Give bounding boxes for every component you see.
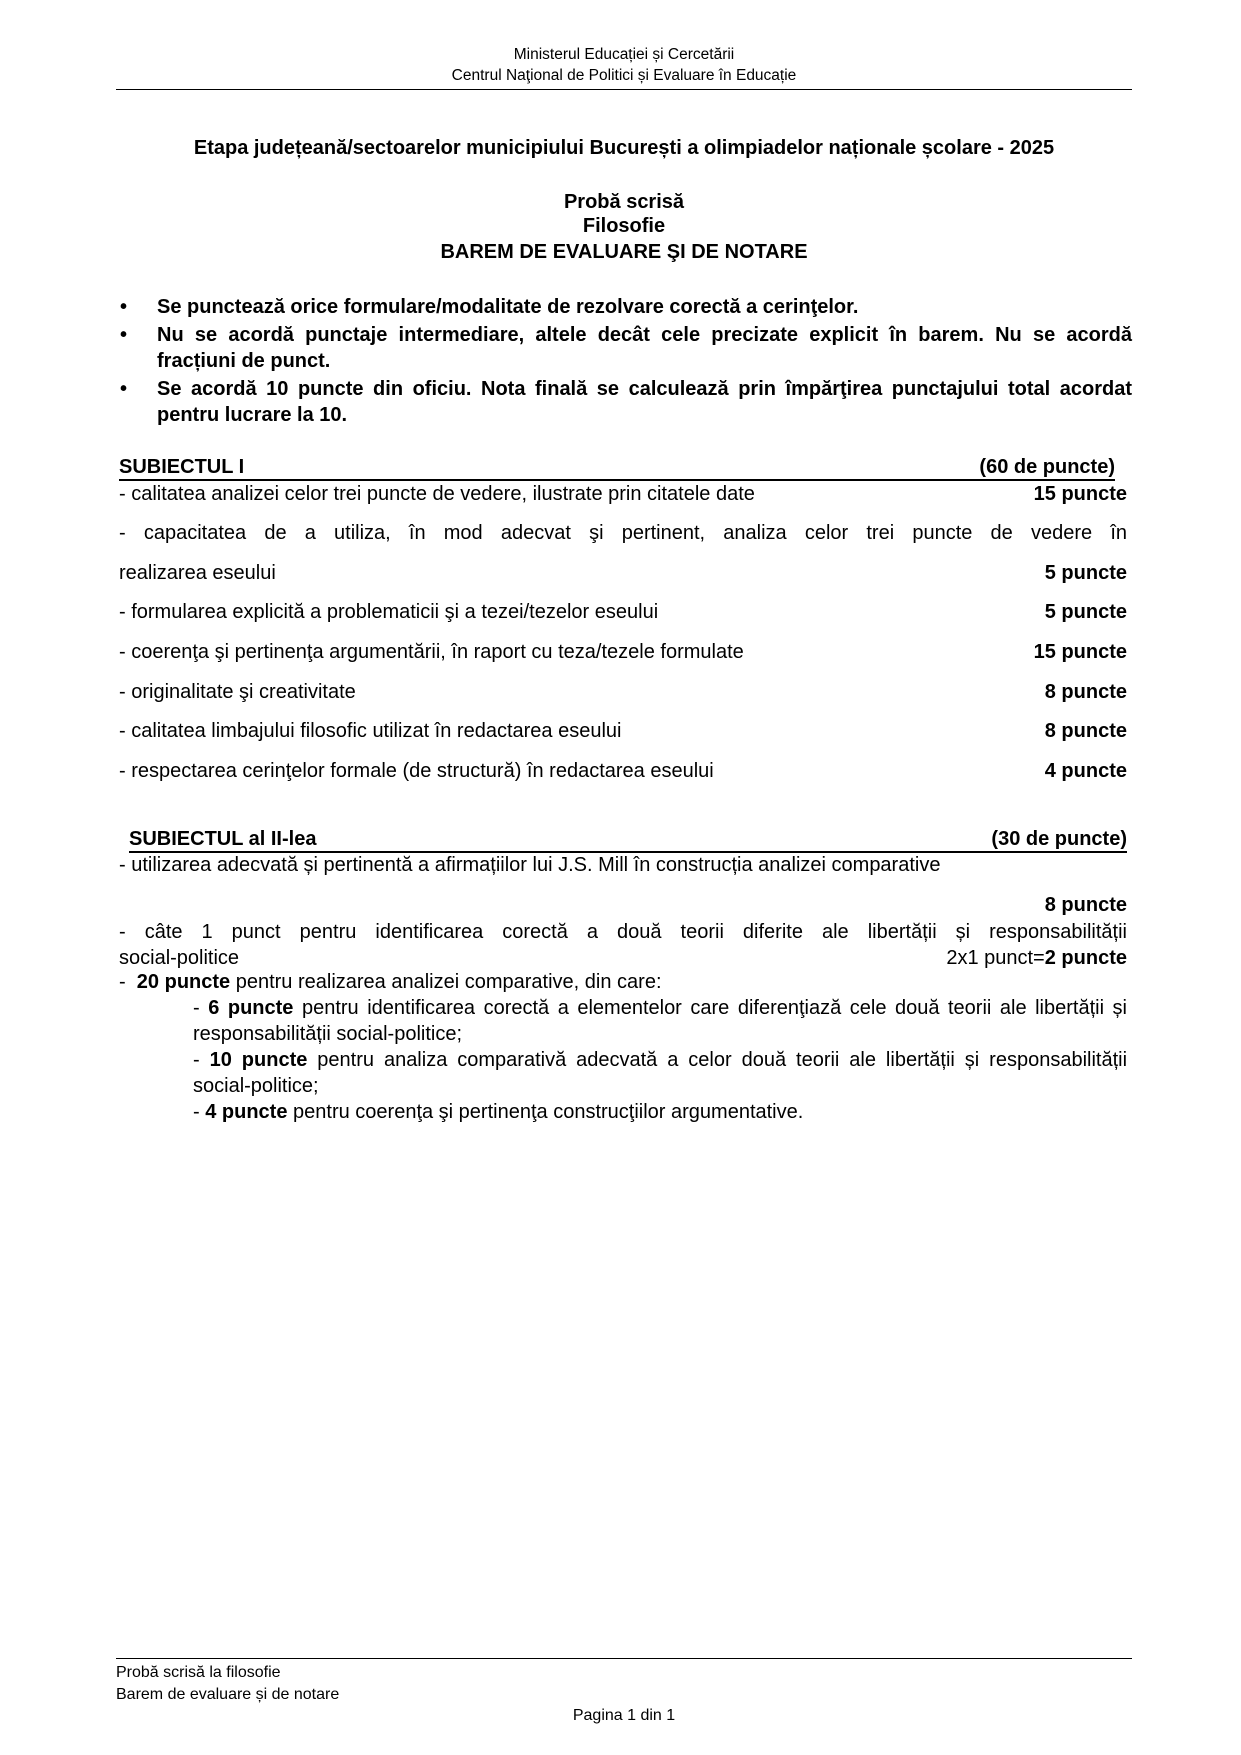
- subiect2-item1-text: - utilizarea adecvată și pertinentă a afirmațiilor lui J.S. Mill în construcția analizei comparative: [119, 854, 941, 876]
- subitem-text: pentru identificarea corectă a elementelor care diferenţiază cele două teorii ale libertății și responsabilității social-politice;: [193, 997, 1127, 1045]
- item-text: - originalitate şi creativitate: [119, 681, 356, 703]
- item-points: 15 puncte: [1033, 641, 1127, 663]
- item-text: - coerenţa şi pertinenţa argumentării, în raport cu teza/tezele formulate: [119, 641, 744, 663]
- subiect2-title: SUBIECTUL al II-lea: [129, 828, 317, 850]
- subitem-points: 4 puncte: [205, 1101, 288, 1123]
- subiect2-points: (30 de puncte): [991, 828, 1127, 850]
- item-text: - respectarea cerinţelor formale (de structură) în redactarea eseului: [119, 760, 714, 782]
- center-name: Centrul Naţional de Politici și Evaluare în Educație: [451, 67, 797, 84]
- points-prefix: 2x1 punct=: [946, 947, 1045, 969]
- subiect1-item: [119, 640, 1127, 664]
- item-text: pentru realizarea analizei comparative, din care:: [230, 971, 662, 993]
- item-text: - formularea explicită a problematicii şi a tezei/tezelor eseului: [119, 601, 659, 623]
- subitem-points: 6 puncte: [208, 997, 294, 1019]
- subiect1-item: [119, 759, 1127, 783]
- subitem-dash: -: [193, 1101, 206, 1123]
- subitem-points: 10 puncte: [209, 1049, 308, 1071]
- subiect1-item-line-a: - capacitatea de a utiliza, în mod adecvat şi pertinent, analiza celor trei puncte de vedere în: [119, 522, 1127, 544]
- barem-title: BAREM DE EVALUARE ŞI DE NOTARE: [440, 241, 808, 263]
- rule-item: • Se acordă 10 puncte din oficiu. Nota finală se calculează prin împărţirea punctajului total acordat pentru lucrare la 10.: [120, 376, 1132, 428]
- subiect2-item3: [119, 969, 1127, 995]
- item-points: 5 puncte: [1044, 601, 1127, 623]
- subiect1-item: [119, 600, 1127, 624]
- subiect2-item2-line-a: - câte 1 punct pentru identificarea corectă a două teorii diferite ale libertății și responsabilității: [119, 921, 1127, 943]
- item-points: 8 puncte: [1044, 720, 1127, 742]
- subiect2-subitem: [193, 995, 1127, 1047]
- subitem-text: pentru analiza comparativă adecvată a celor două teorii ale libertății și responsabilității social-politice;: [193, 1049, 1128, 1097]
- ministry-name: Ministerul Educației și Cercetării: [513, 46, 735, 63]
- subitem-dash: -: [193, 997, 209, 1019]
- rule-item: • Se punctează orice formulare/modalitate de rezolvare corectă a cerinţelor.: [120, 294, 1132, 320]
- item-points: 15 puncte: [1033, 483, 1127, 505]
- item-points: 8 puncte: [1044, 681, 1127, 703]
- general-rules-list: [120, 294, 1132, 430]
- subiect1-item: [119, 719, 1127, 743]
- subiect1-points: (60 de puncte): [979, 456, 1115, 478]
- item-text: social-politice: [119, 947, 240, 969]
- item-points: 8 puncte: [1044, 894, 1127, 916]
- item-points-formula: [946, 946, 1127, 970]
- item-points: 4 puncte: [1044, 760, 1127, 782]
- subiect1-item: [119, 482, 1127, 506]
- subiect2-subitem: [193, 1047, 1127, 1099]
- subiect2-heading: [129, 827, 1127, 853]
- subiect1-item: [119, 680, 1127, 704]
- subiect2-item2: [119, 946, 1127, 970]
- subitem-dash: -: [193, 1049, 210, 1071]
- rule-item: • Nu se acordă punctaje intermediare, altele decât cele precizate explicit în barem. Nu se acordă fracțiuni de punct.: [120, 322, 1132, 374]
- exam-type: Probă scrisă: [563, 191, 685, 213]
- subitem-text: pentru coerenţa şi pertinenţa construcţiilor argumentative.: [287, 1101, 804, 1123]
- item-points: 2 puncte: [1044, 947, 1127, 969]
- item-points: 5 puncte: [1044, 562, 1127, 584]
- subiect1-title: SUBIECTUL I: [119, 456, 245, 478]
- item-text: realizarea eseului: [119, 562, 276, 584]
- olympiad-title: Etapa județeană/sectoarelor municipiului București a olimpiadelor naționale școlare - 2025: [193, 137, 1055, 159]
- footer-line1: Probă scrisă la filosofie: [116, 1664, 281, 1681]
- subject-name: Filosofie: [582, 215, 666, 237]
- item-points: 20 puncte: [136, 971, 231, 993]
- item-dash: -: [119, 971, 126, 993]
- header-divider: [116, 89, 1132, 90]
- item-text: - calitatea limbajului filosofic utilizat în redactarea eseului: [119, 720, 622, 742]
- footer-divider: [116, 1658, 1132, 1659]
- subiect2-subitem: [193, 1099, 1127, 1125]
- page-number: Pagina 1 din 1: [572, 1707, 676, 1724]
- footer-line2: Barem de evaluare și de notare: [116, 1686, 340, 1703]
- item-text: - calitatea analizei celor trei puncte de vedere, ilustrate prin citatele date: [119, 483, 755, 505]
- subiect1-item: [119, 561, 1127, 585]
- subiect1-heading: [119, 455, 1115, 481]
